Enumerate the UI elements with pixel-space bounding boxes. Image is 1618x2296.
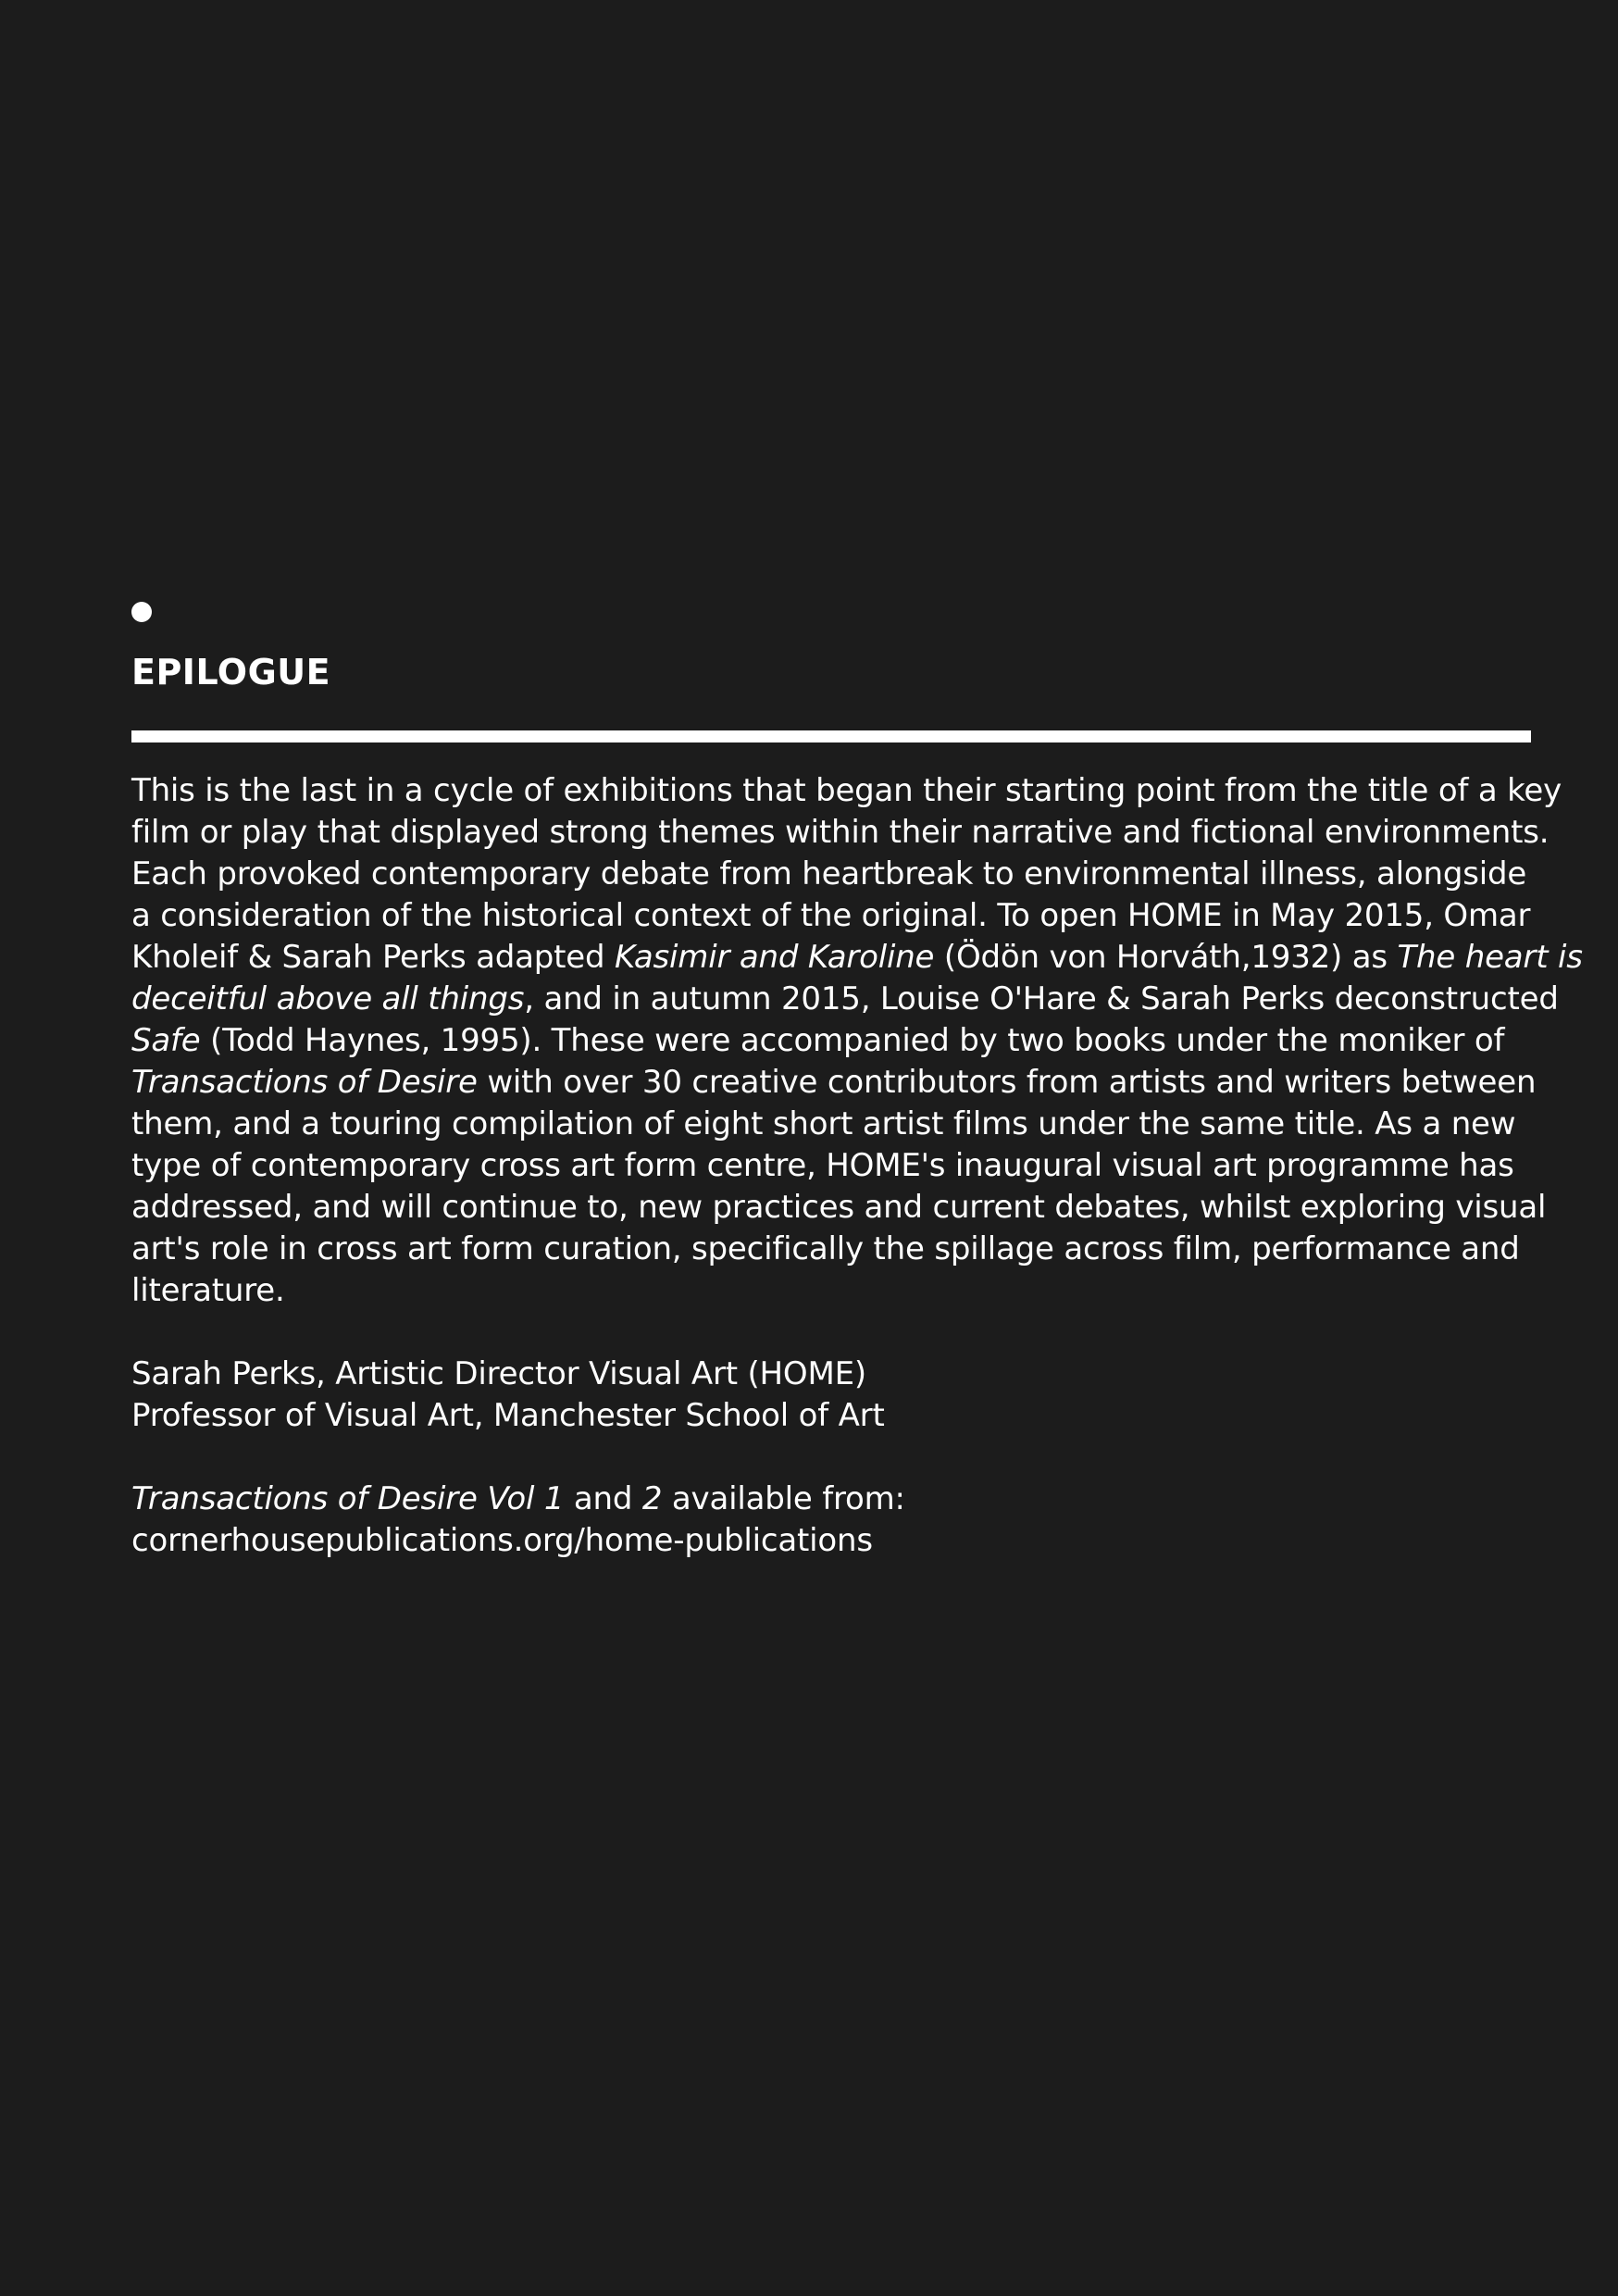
work-title-heart-cont: deceitful above all things [131, 980, 525, 1017]
signature-role: Professor of Visual Art, Manchester School of Art [131, 1397, 885, 1434]
paragraph-line [131, 937, 1583, 979]
work-title-heart: The heart is [1397, 939, 1583, 976]
spacer [131, 1437, 1531, 1479]
heading-divider [131, 730, 1531, 742]
line-text: (Ödön von Horváth,1932) as [934, 939, 1398, 976]
paragraph-line [131, 1062, 1537, 1104]
line-text: Kholeif & Sarah Perks adapted [131, 939, 616, 976]
paragraph-line: This is the last in a cycle of exhibitions that began their starting point from the title of a key [131, 772, 1562, 809]
epilogue-page [131, 0, 1583, 2296]
line-text: (Todd Haynes, 1995). These were accompanied by two books under the moniker of [200, 1022, 1505, 1059]
paragraph-line: type of contemporary cross art form centre, HOME's inaugural visual art programme has [131, 1147, 1514, 1184]
bullet-dot-icon [131, 602, 152, 622]
line-text: with over 30 creative contributors from artists and writers between [477, 1064, 1537, 1101]
availability-note [131, 1479, 1531, 1520]
publications-url: cornerhousepublications.org/home-publications [131, 1522, 873, 1559]
paragraph-line: a consideration of the historical context of the original. To open HOME in May 2015, Omar [131, 897, 1531, 934]
publication-title: Transactions of Desire Vol 1 [131, 1480, 565, 1517]
line-text: and [564, 1480, 642, 1517]
paragraph-line: addressed, and will continue to, new practices and current debates, whilst exploring visual [131, 1189, 1547, 1226]
publication-volume: 2 [641, 1480, 663, 1517]
paragraph-line: literature. [131, 1272, 285, 1309]
line-text: available from: [662, 1480, 905, 1517]
section-heading: EPILOGUE [131, 652, 331, 693]
signature-name: Sarah Perks, Artistic Director Visual Art (HOME) [131, 1355, 866, 1392]
work-title-kasimir: Kasimir and Karoline [615, 939, 935, 976]
paragraph-line [131, 1020, 1531, 1062]
line-text: , and in autumn 2015, Louise O'Hare & Sarah Perks deconstructed [524, 980, 1559, 1017]
paragraph-line [131, 979, 1559, 1020]
paragraph-line: film or play that displayed strong themes within their narrative and fictional environments. [131, 814, 1550, 851]
paragraph-line: them, and a touring compilation of eight short artist films under the same title. As a new [131, 1105, 1516, 1142]
paragraph-line: art's role in cross art form curation, specifically the spillage across film, performance and [131, 1230, 1520, 1267]
epilogue-body [131, 770, 1583, 1562]
paragraph-line: Each provoked contemporary debate from heartbreak to environmental illness, alongside [131, 855, 1527, 892]
work-title-safe: Safe [131, 1022, 201, 1059]
work-title-transactions: Transactions of Desire [131, 1064, 478, 1101]
spacer [131, 1312, 1531, 1354]
